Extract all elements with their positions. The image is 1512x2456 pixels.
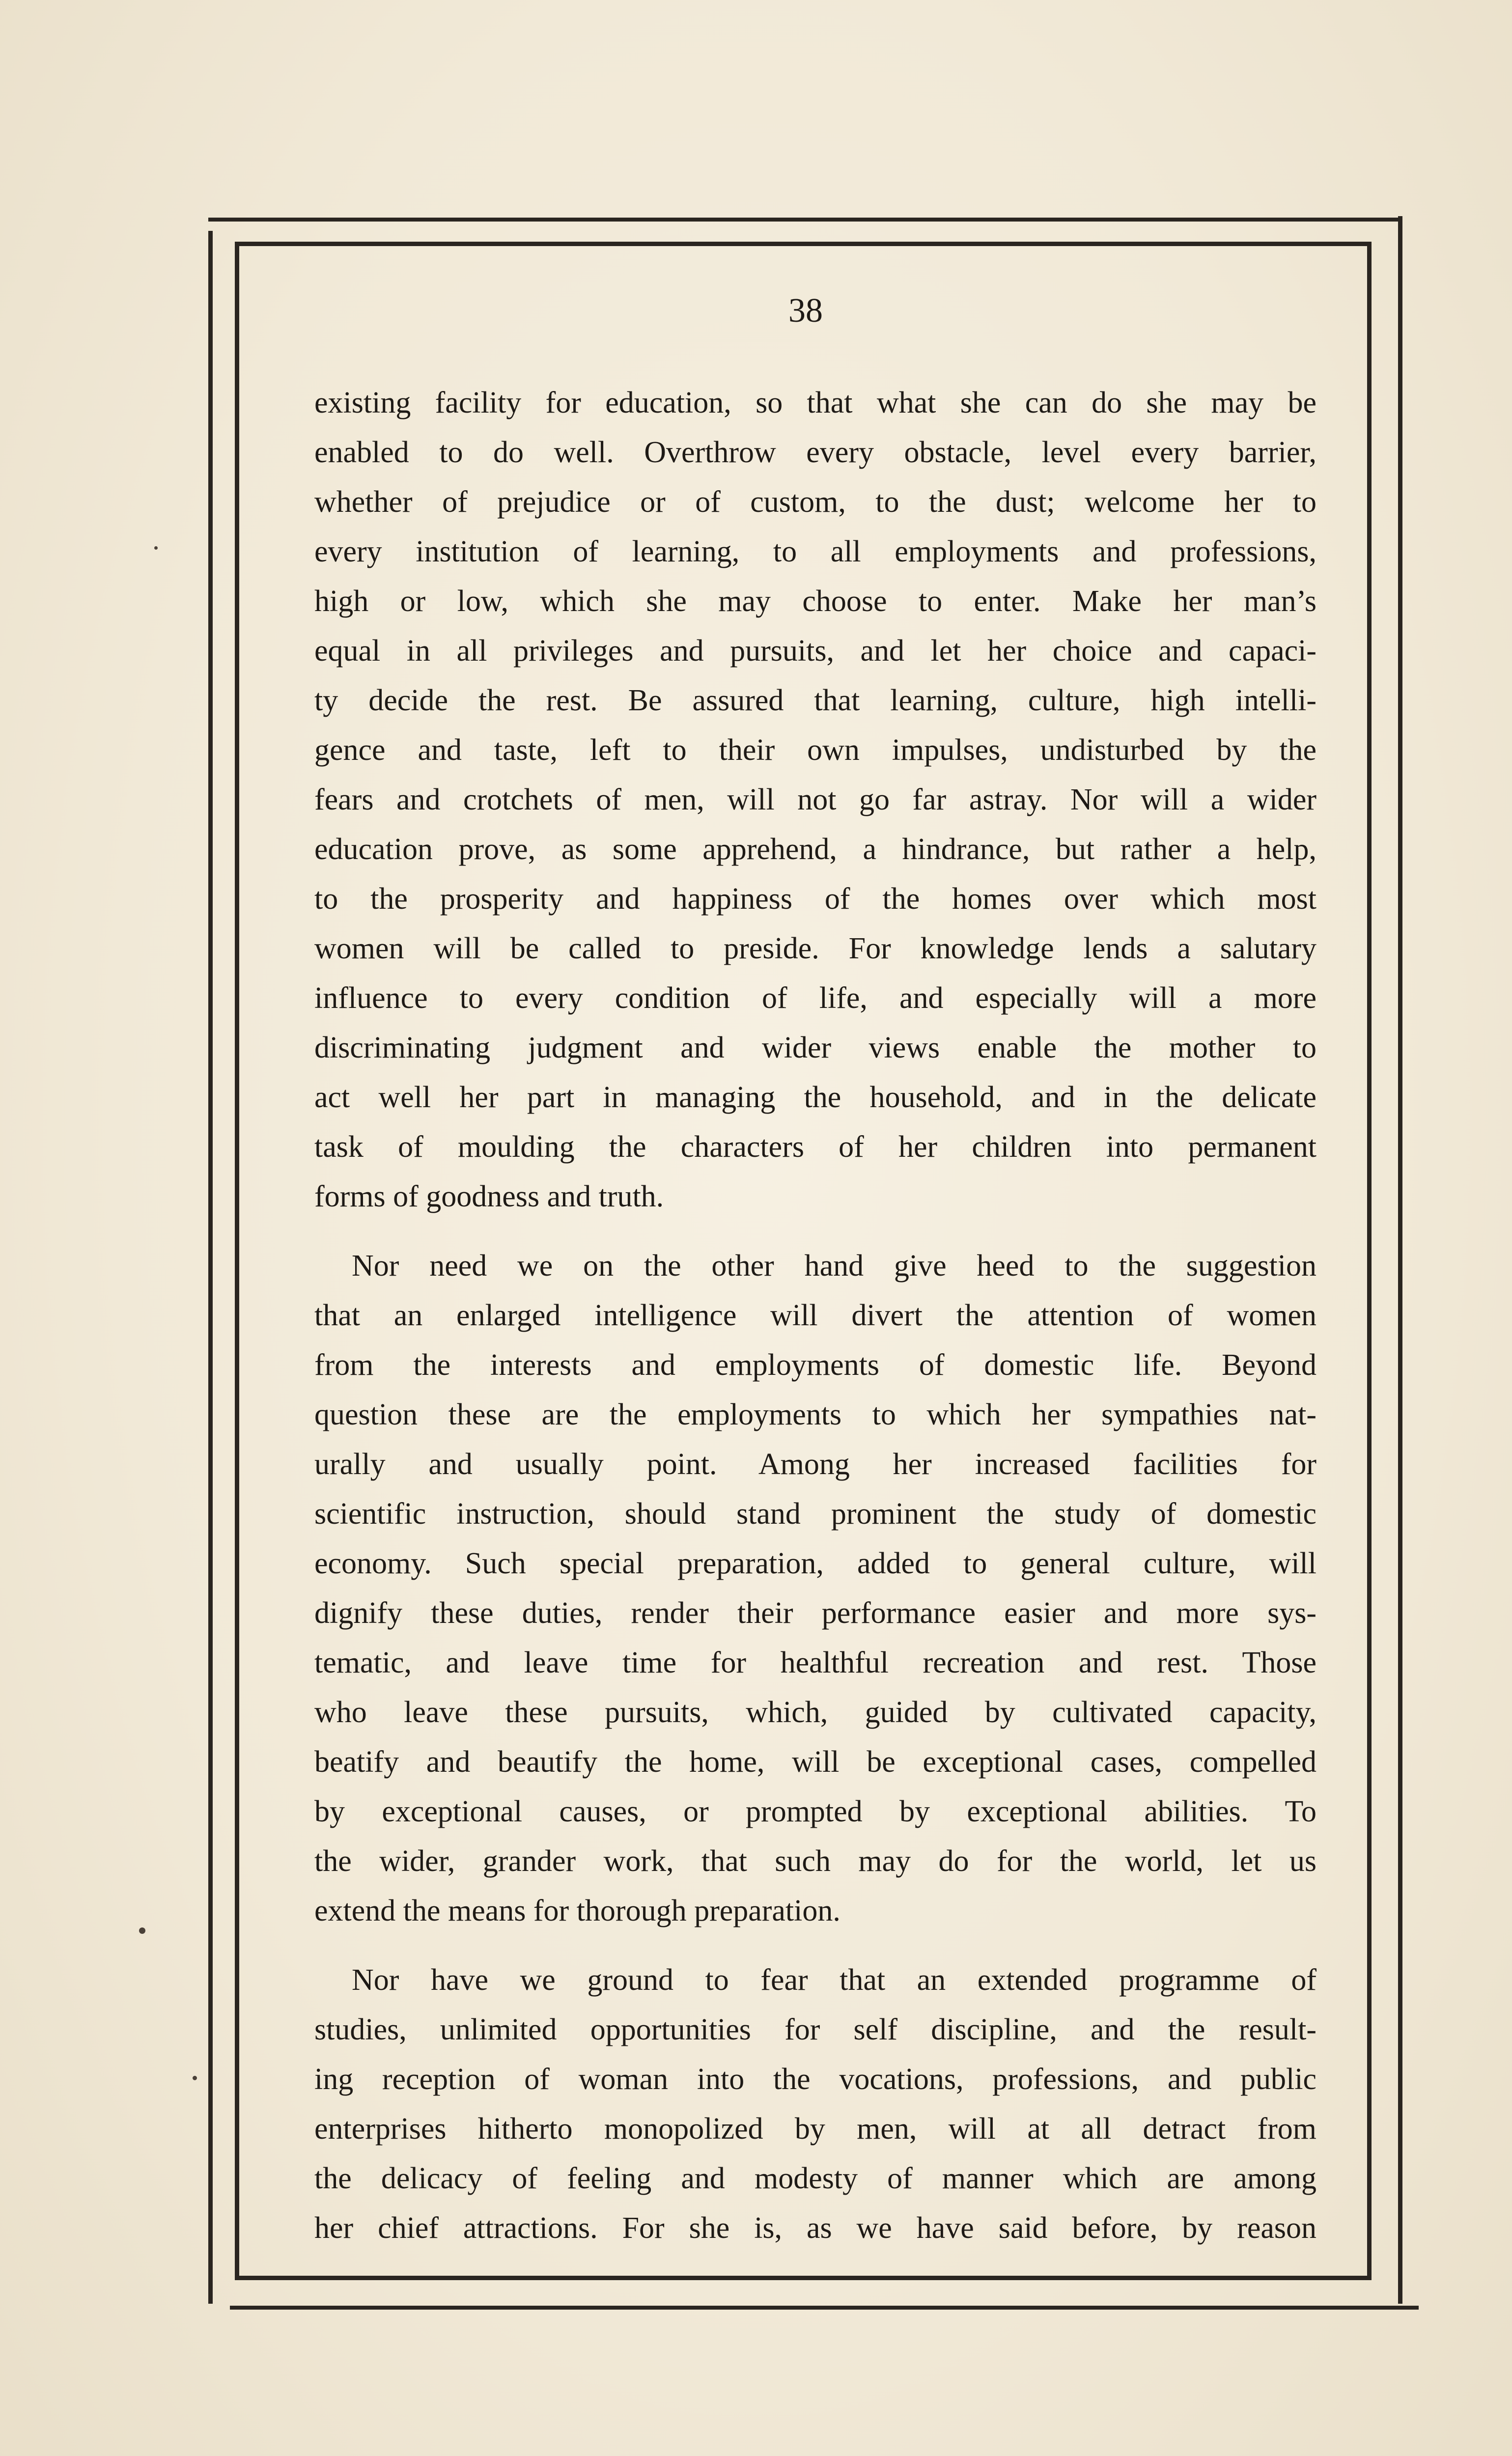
text-line: Nor need we on the other hand give heed to the suggestion — [352, 1249, 1316, 1283]
text-line: act well her part in managing the household, and in the delicate — [314, 1081, 1316, 1114]
text-line: tematic, and leave time for healthful recreation and rest. Those — [314, 1646, 1316, 1679]
paragraph-2 — [314, 1241, 1316, 1936]
outer-border-right — [1398, 216, 1402, 2304]
text-line: the delicacy of feeling and modesty of manner which are among — [314, 2162, 1316, 2195]
text-line: high or low, which she may choose to enter. Make her man’s — [314, 585, 1316, 618]
text-line: enterprises hitherto monopolized by men, will at all detract from — [314, 2112, 1316, 2146]
text-line: her chief attractions. For she is, as we have said before, by reason — [314, 2211, 1316, 2245]
text-line: influence to every condition of life, and especially will a more — [314, 981, 1316, 1015]
text-line: whether of prejudice or of custom, to the dust; welcome her to — [314, 485, 1316, 519]
text-line: enabled to do well. Overthrow every obstacle, level every barrier, — [314, 436, 1316, 469]
text-line: Nor have we ground to fear that an extended programme of — [352, 1963, 1316, 1997]
text-line: ty decide the rest. Be assured that learning, culture, high intelli- — [314, 684, 1316, 717]
paragraph-1 — [314, 378, 1316, 1222]
text-line: to the prosperity and happiness of the homes over which most — [314, 882, 1316, 916]
text-line: beatify and beautify the home, will be exceptional cases, compelled — [314, 1745, 1316, 1779]
text-line: extend the means for thorough preparation. — [314, 1894, 840, 1927]
paragraph-3 — [314, 1955, 1316, 2253]
text-line: equal in all privileges and pursuits, and let her choice and capaci- — [314, 634, 1316, 668]
text-line: that an enlarged intelligence will divert the attention of women — [314, 1299, 1316, 1332]
text-line: the wider, grander work, that such may do for the world, let us — [314, 1844, 1316, 1878]
text-line: task of moulding the characters of her children into permanent — [314, 1130, 1316, 1164]
text-line: existing facility for education, so that what she can do she may be — [314, 386, 1316, 419]
text-line: fears and crotchets of men, will not go far astray. Nor will a wider — [314, 783, 1316, 816]
text-line: studies, unlimited opportunities for self discipline, and the result- — [314, 2013, 1316, 2046]
text-line: women will be called to preside. For knowledge lends a salutary — [314, 932, 1316, 965]
text-line: ing reception of woman into the vocations, professions, and public — [314, 2063, 1316, 2096]
text-line: gence and taste, left to their own impulses, undisturbed by the — [314, 733, 1316, 767]
text-line: from the interests and employments of domestic life. Beyond — [314, 1348, 1316, 1382]
text-line: discriminating judgment and wider views enable the mother to — [314, 1031, 1316, 1064]
text-line: urally and usually point. Among her increased facilities for — [314, 1448, 1316, 1481]
page-number: 38 — [788, 292, 823, 330]
outer-border-bottom — [230, 2306, 1419, 2310]
text-line: forms of goodness and truth. — [314, 1180, 664, 1213]
paper-speck — [193, 2076, 197, 2080]
paper-speck — [154, 546, 158, 550]
text-line: every institution of learning, to all employments and professions, — [314, 535, 1316, 568]
text-line: by exceptional causes, or prompted by exceptional abilities. To — [314, 1795, 1316, 1828]
body-text — [314, 378, 1316, 2253]
text-line: economy. Such special preparation, added to general culture, will — [314, 1547, 1316, 1580]
text-line: dignify these duties, render their performance easier and more sys- — [314, 1596, 1316, 1630]
paper-speck — [139, 1927, 145, 1934]
text-line: scientific instruction, should stand prominent the study of domestic — [314, 1497, 1316, 1531]
text-line: question these are the employments to which her sympathies nat- — [314, 1398, 1316, 1431]
outer-border-top — [208, 218, 1401, 222]
outer-border-left — [208, 231, 213, 2304]
text-line: education prove, as some apprehend, a hindrance, but rather a help, — [314, 833, 1316, 866]
text-line: who leave these pursuits, which, guided by cultivated capacity, — [314, 1696, 1316, 1729]
